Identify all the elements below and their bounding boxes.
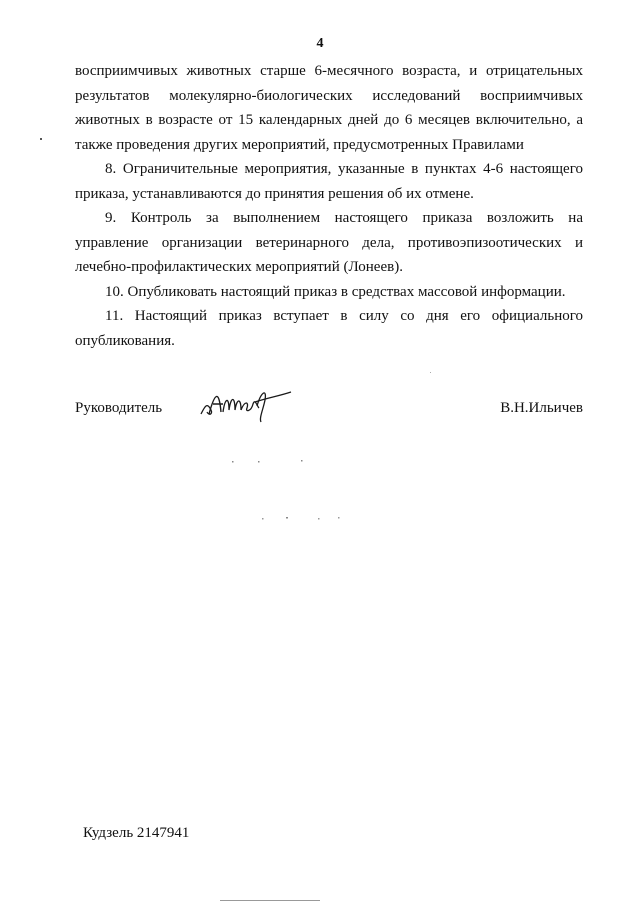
paragraph-item-8: 8. Ограничительные мероприятия, указанные в пунктах 4-6 настоящего приказа, устанавливаются до принятия решения об их отмене. bbox=[75, 161, 583, 202]
signatory-title: Руководитель bbox=[75, 400, 163, 416]
paragraph-item-11: 11. Настоящий приказ вступает в силу со дня его официального опубликования. bbox=[75, 308, 583, 349]
paragraph-item-10: 10. Опубликовать настоящий приказ в средствах массовой информации. bbox=[105, 283, 566, 300]
handwritten-signature bbox=[195, 384, 295, 424]
paragraph-continuation: восприимчивых животных старше 6-месячного возраста, и отрицательных результатов молекулярно-биологических исследований восприимчивых животных в возрасте от 15 календарных дней до 6 месяцев включительно, а также проведения других мероприятий, предусмотренных Правилами bbox=[75, 63, 583, 153]
signature-block bbox=[75, 388, 583, 428]
page-number: 4 bbox=[316, 36, 324, 51]
footer-code: Кудзель 2147941 bbox=[83, 825, 190, 841]
paragraph-item-9: 9. Контроль за выполнением настоящего приказа возложить на управление организации ветеринарного дела, противоэпизоотических и лечебно-профилактических мероприятий (Лонеев). bbox=[75, 210, 583, 275]
document-body bbox=[75, 59, 583, 353]
signatory-name: В.Н.Ильичев bbox=[500, 400, 583, 416]
margin-mark bbox=[40, 138, 42, 140]
bottom-scan-edge bbox=[220, 900, 320, 901]
